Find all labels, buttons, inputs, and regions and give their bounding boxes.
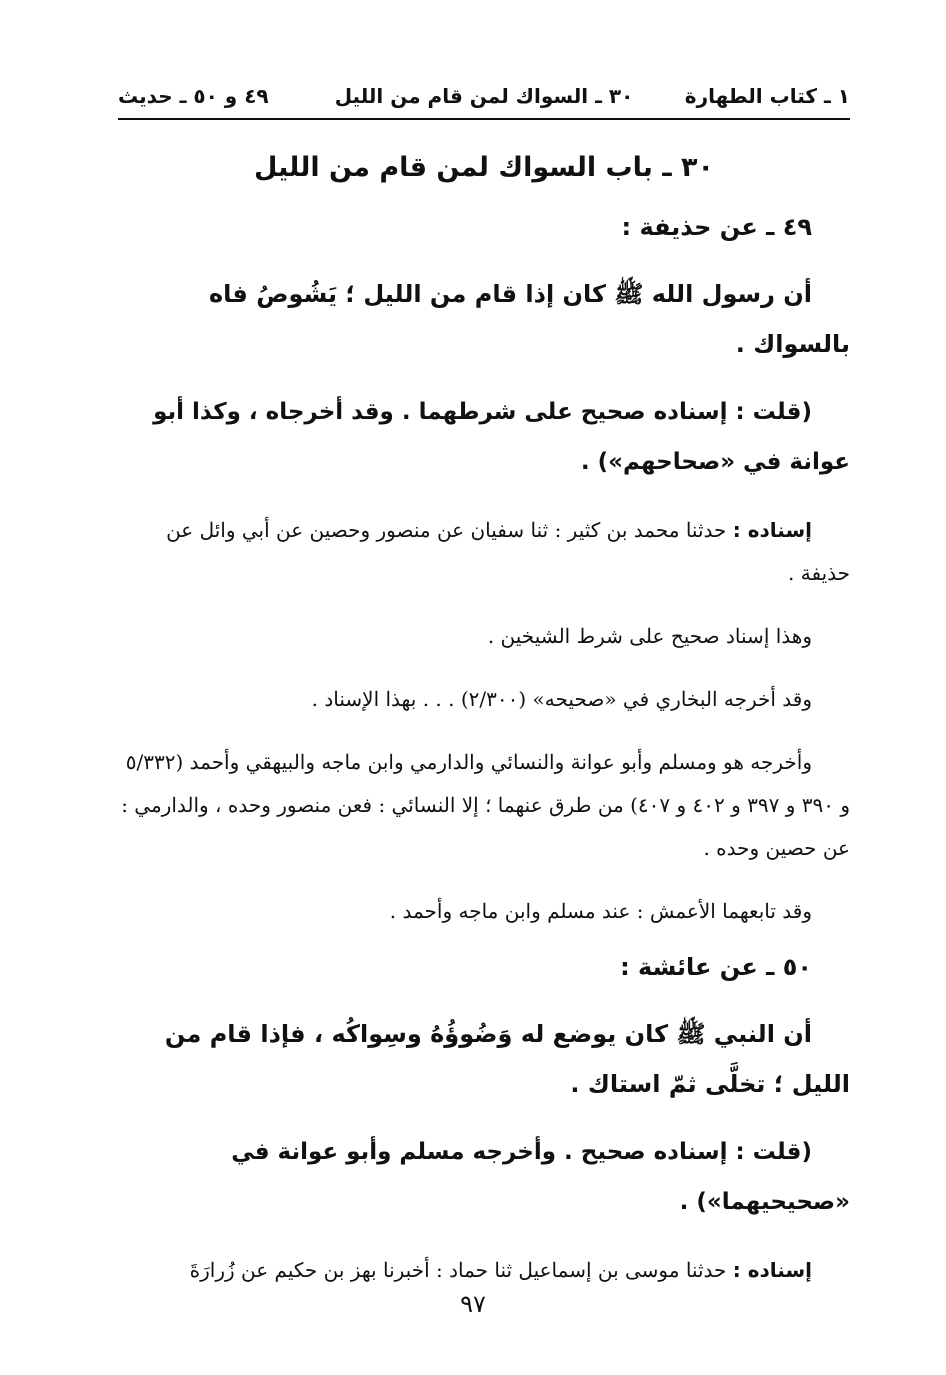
chapter-title: ٣٠ ـ باب السواك لمن قام من الليل	[254, 152, 714, 183]
isnad-text: حدثنا موسى بن إسماعيل ثنا حماد : أخبرنا بهز بن حكيم عن زُرارَةَ	[189, 1258, 727, 1282]
hadith-50-isnad	[118, 1249, 850, 1292]
page-content	[118, 140, 850, 1312]
hadith-49-grading: (قلت : إسناده صحيح على شرطهما . وقد أخرجاه ، وكذا أبو عوانة في «صحاحهم») .	[153, 399, 850, 475]
commentary-paragraph: وقد أخرجه البخاري في «صحيحه» (٢/٣٠٠) . . . بهذا الإسناد .	[311, 687, 812, 711]
running-header	[118, 78, 850, 120]
hadith-50-heading: ٥٠ ـ عن عائشة :	[620, 953, 812, 981]
header-hadith-range: ٤٩ و ٥٠ ـ حديث	[118, 84, 269, 108]
hadith-50-grading: (قلت : إسناده صحيح . وأخرجه مسلم وأبو عوانة في «صحيحيهما») .	[231, 1139, 850, 1215]
page-number: ٩٧	[460, 1290, 486, 1318]
hadith-49-isnad	[118, 509, 850, 595]
header-book-title: ١ ـ كتاب الطهارة	[684, 84, 850, 108]
hadith-50-text: أن النبي ﷺ كان يوضع له وَضُوؤُهُ وسِواكُه ، فإذا قام من الليل ؛ تخلَّى ثمّ استاك .	[164, 1020, 850, 1098]
hadith-49-heading: ٤٩ ـ عن حذيفة :	[621, 213, 812, 241]
isnad-label: إسناده :	[732, 1258, 812, 1282]
commentary-paragraph: وهذا إسناد صحيح على شرط الشيخين .	[487, 624, 812, 648]
commentary-paragraph: وقد تابعهما الأعمش : عند مسلم وابن ماجه وأحمد .	[389, 899, 812, 923]
header-chapter-title: ٣٠ ـ السواك لمن قام من الليل	[334, 84, 634, 108]
hadith-49-text: أن رسول الله ﷺ كان إذا قام من الليل ؛ يَشُوصُ فاه بالسواك .	[209, 280, 850, 358]
commentary-paragraph: وأخرجه هو ومسلم وأبو عوانة والنسائي والدارمي وابن ماجه والبيهقي وأحمد (٥/٣٣٢ و ٣٩٠ و ٣٩٧ و ٤٠٢ و ٤٠٧) من طرق عنهما ؛ إلا النسائي : فعن منصور وحده ، والدارمي : عن حصين وحده .	[121, 750, 850, 860]
isnad-text: حدثنا محمد بن كثير : ثنا سفيان عن منصور وحصين عن أبي وائل عن حذيفة .	[166, 518, 850, 585]
isnad-label: إسناده :	[732, 518, 812, 542]
